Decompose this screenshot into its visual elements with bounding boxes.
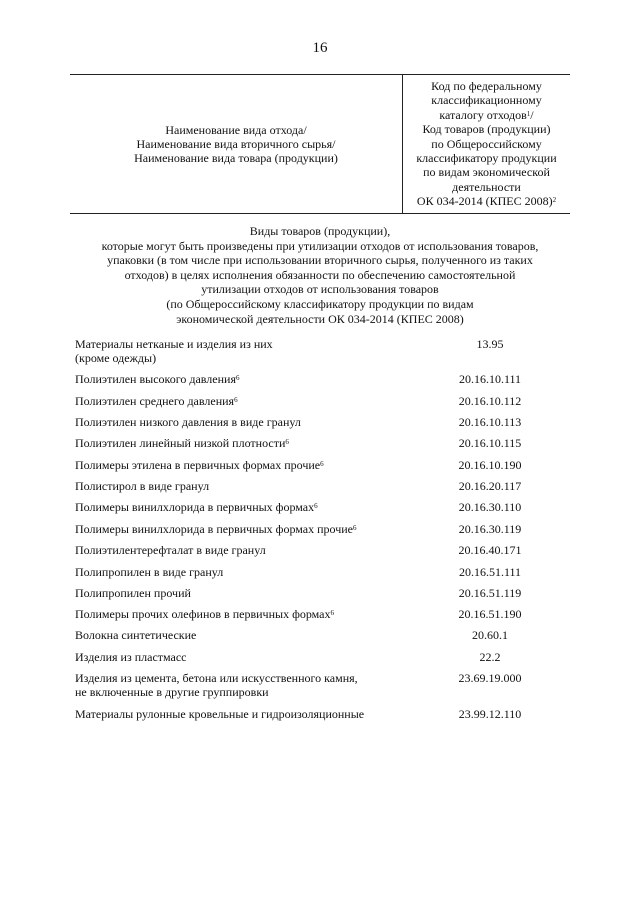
product-name-line bbox=[75, 522, 405, 536]
product-name-text: Полимеры прочих олефинов в первичных формах bbox=[75, 607, 331, 621]
product-name-text: (кроме одежды) bbox=[75, 351, 157, 365]
product-name-line bbox=[75, 685, 405, 699]
section-title-line: (по Общероссийскому классификатору продукции по видам bbox=[166, 296, 474, 311]
product-code: 20.16.51.111 bbox=[458, 565, 522, 579]
section-title bbox=[74, 224, 566, 326]
product-name-text: Полиэтилен линейный низкой плотности bbox=[75, 436, 286, 450]
product-name bbox=[75, 671, 405, 699]
product-code: 20.16.40.171 bbox=[458, 543, 522, 557]
footnote-marker: 6 bbox=[353, 524, 357, 532]
product-name bbox=[75, 337, 405, 365]
product-code: 20.60.1 bbox=[472, 628, 508, 642]
product-code: 22.2 bbox=[479, 650, 501, 664]
product-code: 20.16.10.190 bbox=[458, 458, 522, 472]
footnote-marker: 6 bbox=[236, 374, 240, 382]
product-name-text: Материалы нетканые и изделия из них bbox=[75, 337, 273, 351]
footnote-marker: 6 bbox=[314, 502, 318, 510]
table-header bbox=[70, 74, 570, 214]
product-name-text: Полимеры винилхлорида в первичных формах прочие bbox=[75, 522, 354, 536]
footnote-marker: 1 bbox=[526, 109, 531, 118]
section-title-line: которые могут быть произведены при утилизации отходов от использования товаров, bbox=[101, 238, 539, 253]
section-title-line: утилизации отходов от использования товаров bbox=[201, 282, 439, 297]
page-number: 16 bbox=[312, 40, 328, 56]
product-code: 13.95 bbox=[476, 337, 504, 351]
product-code: 20.16.10.112 bbox=[458, 394, 522, 408]
header-code-line bbox=[403, 108, 570, 122]
header-code-line bbox=[403, 79, 570, 93]
product-name-line bbox=[75, 436, 405, 450]
product-name-line bbox=[75, 650, 405, 664]
product-name-line bbox=[75, 586, 405, 600]
header-code-text: классификационному bbox=[431, 93, 542, 108]
header-code-text: по Общероссийскому bbox=[431, 136, 542, 151]
header-code-line bbox=[403, 93, 570, 107]
product-name-line bbox=[75, 565, 405, 579]
product-name-line bbox=[75, 707, 405, 721]
header-code-line bbox=[403, 122, 570, 136]
product-name-line bbox=[75, 372, 405, 386]
product-name bbox=[75, 607, 405, 621]
header-code-column bbox=[403, 79, 570, 209]
product-name-line bbox=[75, 500, 405, 514]
header-name-line: Наименование вида вторичного сырья/ bbox=[136, 137, 336, 151]
product-name bbox=[75, 436, 405, 450]
product-code: 20.16.10.111 bbox=[458, 372, 522, 386]
product-name bbox=[75, 458, 405, 472]
product-name bbox=[75, 479, 405, 493]
product-name-text: Полиэтилентерефталат в виде гранул bbox=[75, 543, 266, 557]
header-name-line: Наименование вида товара (продукции) bbox=[134, 151, 338, 165]
product-name-text: Полипропилен прочий bbox=[75, 586, 191, 600]
header-code-line bbox=[403, 165, 570, 179]
product-name-text: не включенные в другие группировки bbox=[75, 685, 269, 699]
product-name-line bbox=[75, 479, 405, 493]
product-name bbox=[75, 415, 405, 429]
product-code: 20.16.30.119 bbox=[458, 522, 522, 536]
product-code: 23.99.12.110 bbox=[458, 707, 522, 721]
product-name bbox=[75, 565, 405, 579]
footnote-marker: 6 bbox=[320, 460, 324, 468]
product-name-text: Полипропилен в виде гранул bbox=[75, 565, 224, 579]
header-code-text: классификатору продукции bbox=[416, 151, 557, 166]
product-name-text: Полиэтилен среднего давления bbox=[75, 394, 235, 408]
footnote-marker: 2 bbox=[552, 196, 557, 205]
product-name-line bbox=[75, 607, 405, 621]
product-code: 20.16.51.119 bbox=[458, 586, 522, 600]
product-name bbox=[75, 522, 405, 536]
product-name-text: Полимеры этилена в первичных формах прочие bbox=[75, 458, 321, 472]
product-name-line bbox=[75, 351, 405, 365]
product-name-line bbox=[75, 458, 405, 472]
header-name-line: Наименование вида отхода/ bbox=[165, 123, 307, 137]
product-name-text: Материалы рулонные кровельные и гидроизоляционные bbox=[75, 707, 365, 721]
header-code-line bbox=[403, 137, 570, 151]
section-title-line: экономической деятельности ОК 034-2014 (КПЕС 2008) bbox=[176, 311, 464, 326]
product-name bbox=[75, 394, 405, 408]
header-code-separator: / bbox=[530, 107, 534, 122]
header-code-line bbox=[403, 180, 570, 194]
header-code-text: каталогу отходов bbox=[439, 107, 527, 122]
header-code-line bbox=[403, 194, 570, 208]
product-code: 20.16.10.115 bbox=[458, 436, 522, 450]
footnote-marker: 6 bbox=[234, 396, 238, 404]
footnote-marker: 6 bbox=[285, 438, 289, 446]
product-name bbox=[75, 707, 405, 721]
product-code: 20.16.10.113 bbox=[458, 415, 522, 429]
header-code-text: Код по федеральному bbox=[431, 79, 542, 93]
product-name-line bbox=[75, 337, 405, 351]
section-title-line: упаковки (в том числе при использовании вторичного сырья, полученного из таких bbox=[107, 253, 533, 268]
product-name bbox=[75, 586, 405, 600]
section-title-line: Виды товаров (продукции), bbox=[249, 224, 391, 238]
product-name bbox=[75, 650, 405, 664]
product-name-text: Полиэтилен высокого давления bbox=[75, 372, 236, 386]
product-name bbox=[75, 372, 405, 386]
product-name-line bbox=[75, 543, 405, 557]
product-name bbox=[75, 543, 405, 557]
header-code-text: деятельности bbox=[452, 179, 521, 194]
section-title-line: отходов) в целях исполнения обязанности по обеспечению самостоятельной bbox=[124, 267, 516, 282]
product-name-line bbox=[75, 415, 405, 429]
header-code-text: Код товаров (продукции) bbox=[422, 122, 551, 137]
header-code-text: по видам экономической bbox=[423, 165, 550, 180]
footnote-marker: 6 bbox=[330, 609, 335, 617]
product-name bbox=[75, 500, 405, 514]
product-code: 20.16.30.110 bbox=[458, 500, 522, 514]
product-code: 20.16.20.117 bbox=[458, 479, 522, 493]
product-code: 23.69.19.000 bbox=[458, 671, 522, 685]
product-name-text: Полистирол в виде гранул bbox=[75, 479, 210, 493]
product-name-text: Волокна синтетические bbox=[75, 628, 197, 642]
header-code-line bbox=[403, 151, 570, 165]
product-name bbox=[75, 628, 405, 642]
product-name-text: Изделия из цемента, бетона или искусственного камня, bbox=[75, 671, 358, 685]
product-name-line bbox=[75, 671, 405, 685]
product-name-text: Полиэтилен низкого давления в виде гранул bbox=[75, 415, 301, 429]
header-code-text: ОК 034-2014 (КПЕС 2008) bbox=[416, 194, 553, 209]
product-code: 20.16.51.190 bbox=[458, 607, 522, 621]
product-name-text: Изделия из пластмасс bbox=[75, 650, 187, 664]
header-name-column bbox=[70, 75, 402, 213]
product-name-text: Полимеры винилхлорида в первичных формах bbox=[75, 500, 315, 514]
product-name-line bbox=[75, 628, 405, 642]
product-name-line bbox=[75, 394, 405, 408]
